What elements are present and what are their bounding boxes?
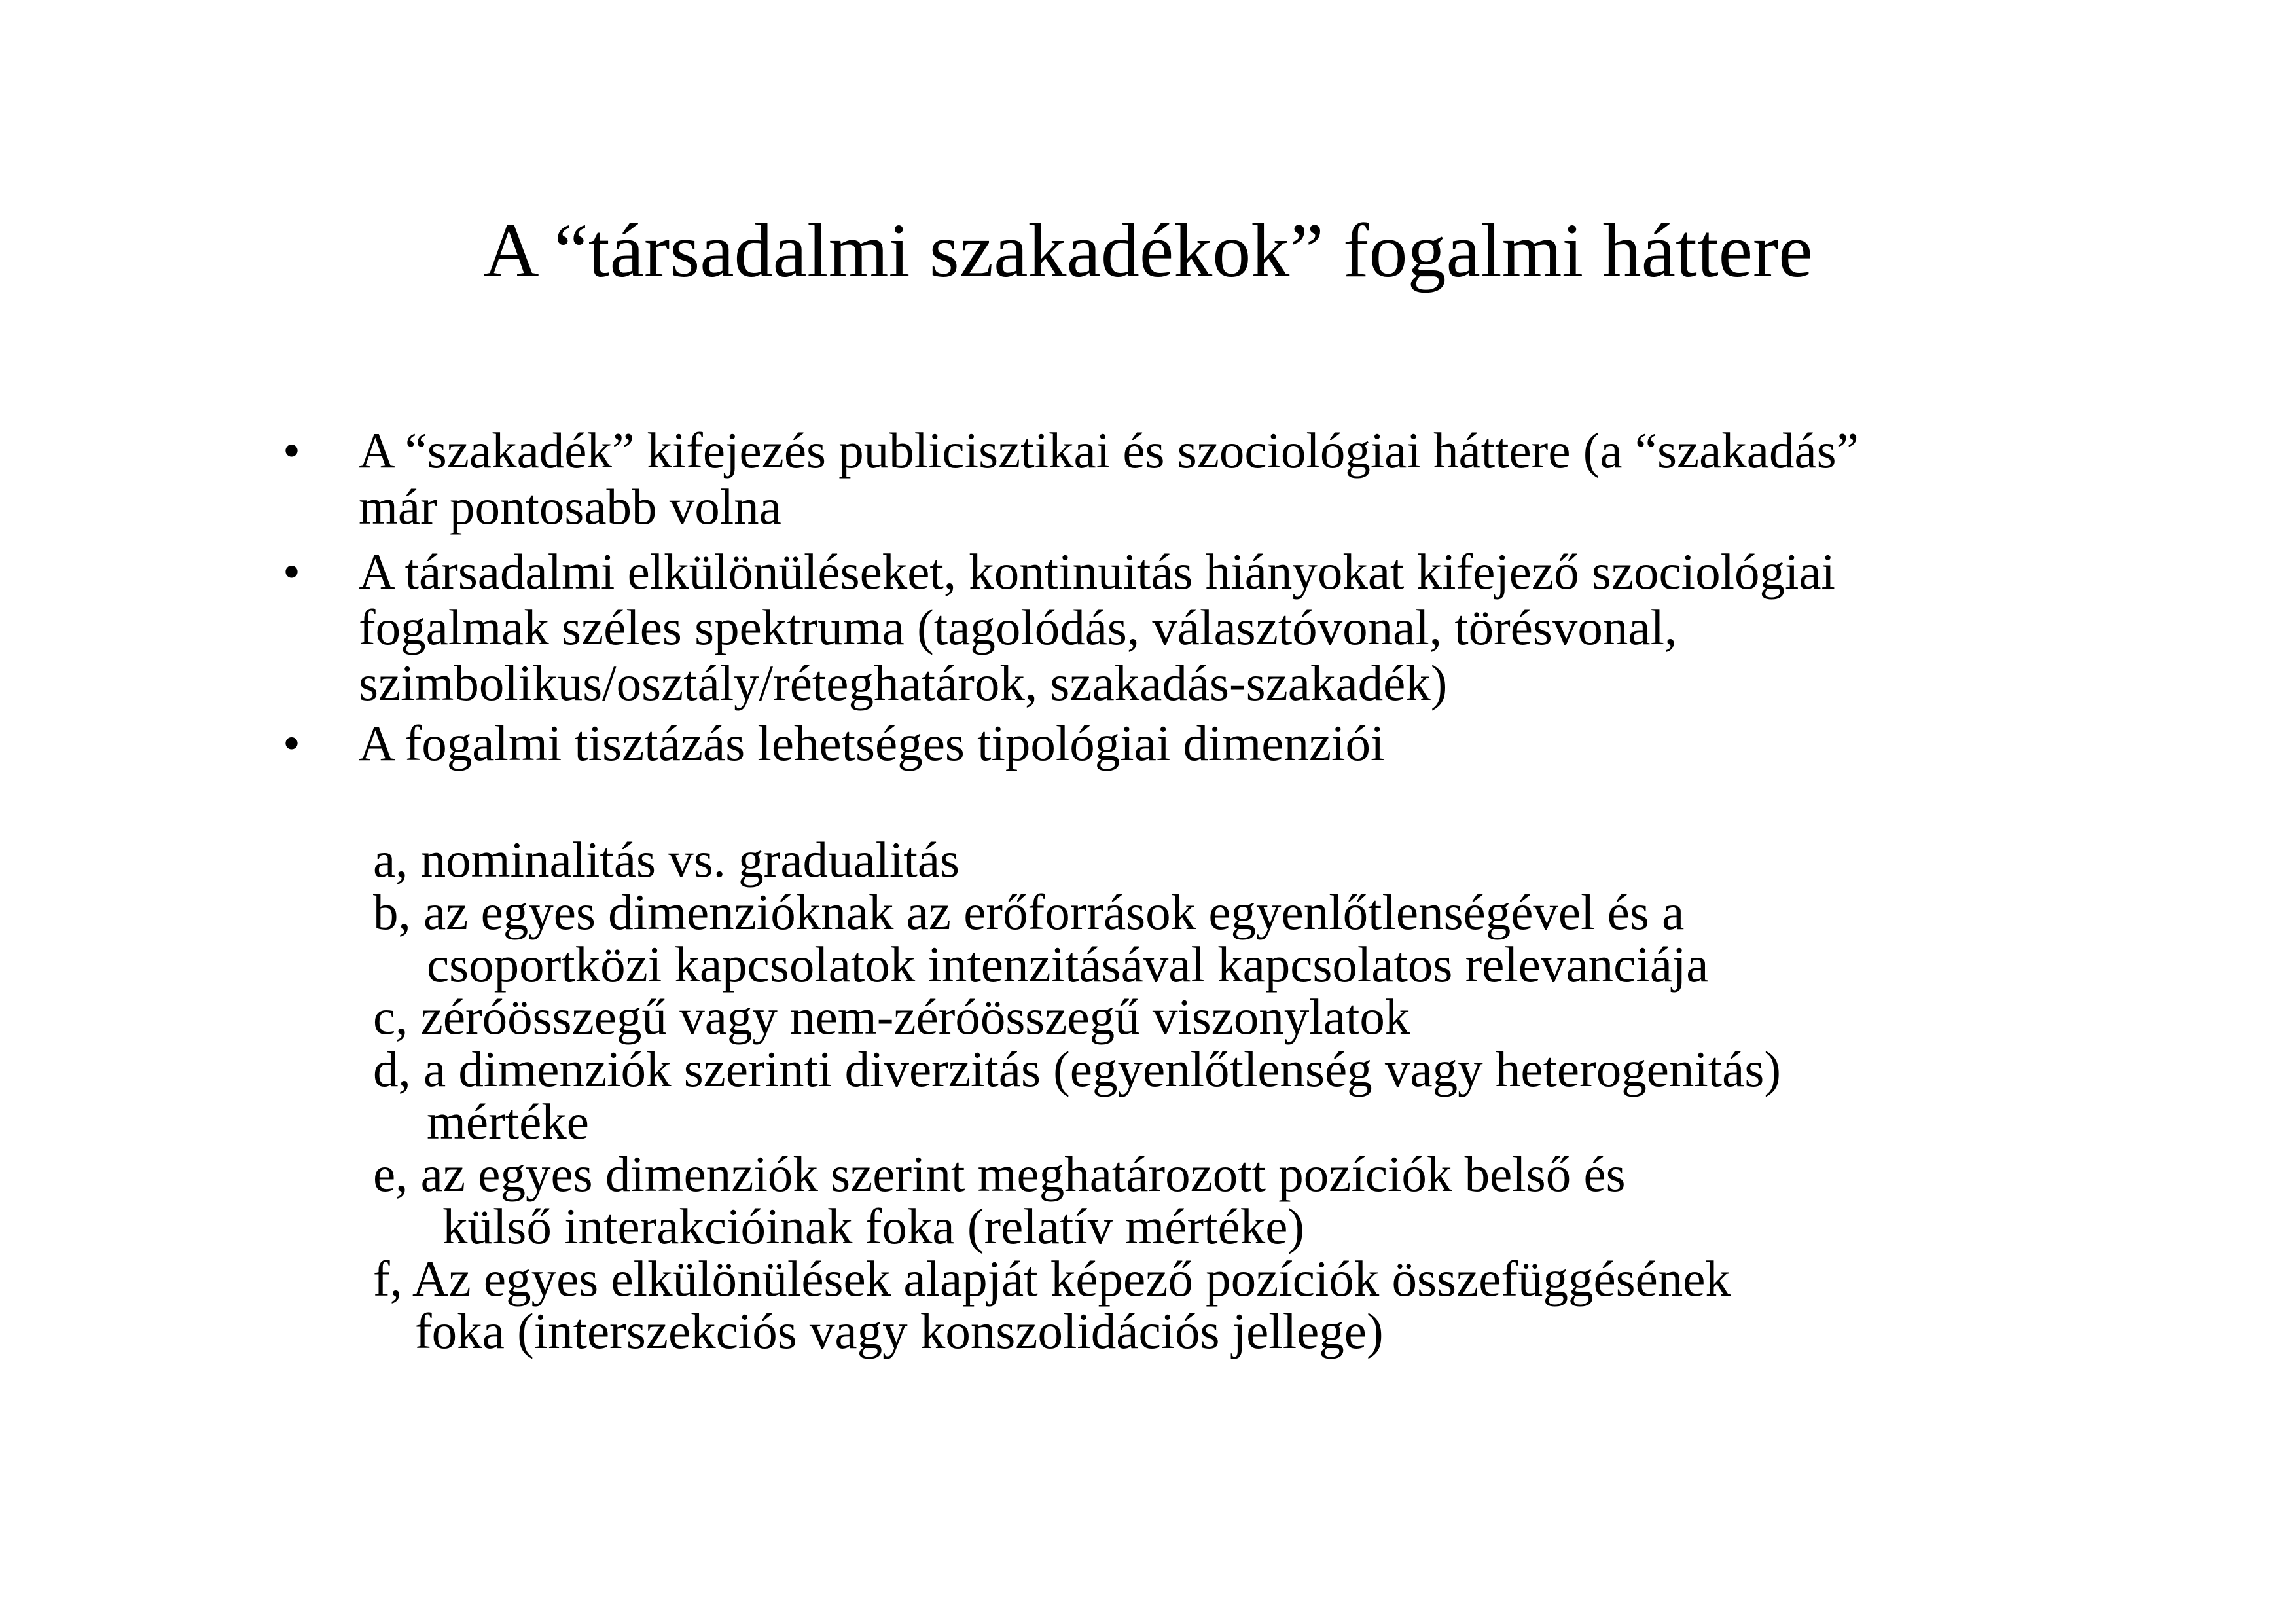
bullet-3-line-1: A fogalmi tisztázás lehetséges tipológiai dimenziói <box>359 715 1385 771</box>
bullet-marker-1: • <box>283 422 300 479</box>
slide-title: A “társadalmi szakadékok” fogalmi háttere <box>483 208 1813 293</box>
bullet-marker-3: • <box>283 715 300 771</box>
item-d-line-1: d, a dimenziók szerinti diverzitás (egyenlőtlenség vagy heterogenitás) <box>373 1041 1781 1097</box>
bullet-2-line-1: A társadalmi elkülönüléseket, kontinuitás hiányokat kifejező szociológiai <box>359 543 1835 600</box>
bullet-1-line-1: A “szakadék” kifejezés publicisztikai és szociológiai háttere (a “szakadás” <box>359 422 1859 479</box>
item-f-line-2: foka (interszekciós vagy konszolidációs jellege) <box>415 1303 1384 1359</box>
item-e-line-1: e, az egyes dimenziók szerint meghatározott pozíciók belső és <box>373 1146 1626 1202</box>
item-c-line-1: c, zéróösszegű vagy nem-zéróösszegű viszonylatok <box>373 989 1410 1045</box>
item-e-line-2: külső interakcióinak foka (relatív mértéke) <box>442 1198 1305 1254</box>
bullet-marker-2: • <box>283 543 300 600</box>
bullet-1-line-2: már pontosabb volna <box>359 479 781 535</box>
item-f-line-1: f, Az egyes elkülönülések alapját képező pozíciók összefüggésének <box>373 1250 1731 1307</box>
item-d-line-2: mértéke <box>427 1093 589 1150</box>
item-b-line-2: csoportközi kapcsolatok intenzitásával kapcsolatos relevanciája <box>427 936 1709 993</box>
item-b-line-1: b, az egyes dimenzióknak az erőforrások egyenlőtlenségével és a <box>373 884 1685 940</box>
bullet-2-line-2: fogalmak széles spektruma (tagolódás, választóvonal, törésvonal, <box>359 599 1677 655</box>
bullet-2-line-3: szimbolikus/osztály/réteghatárok, szakadás-szakadék) <box>359 655 1448 711</box>
item-a-line-1: a, nominalitás vs. gradualitás <box>373 831 960 888</box>
